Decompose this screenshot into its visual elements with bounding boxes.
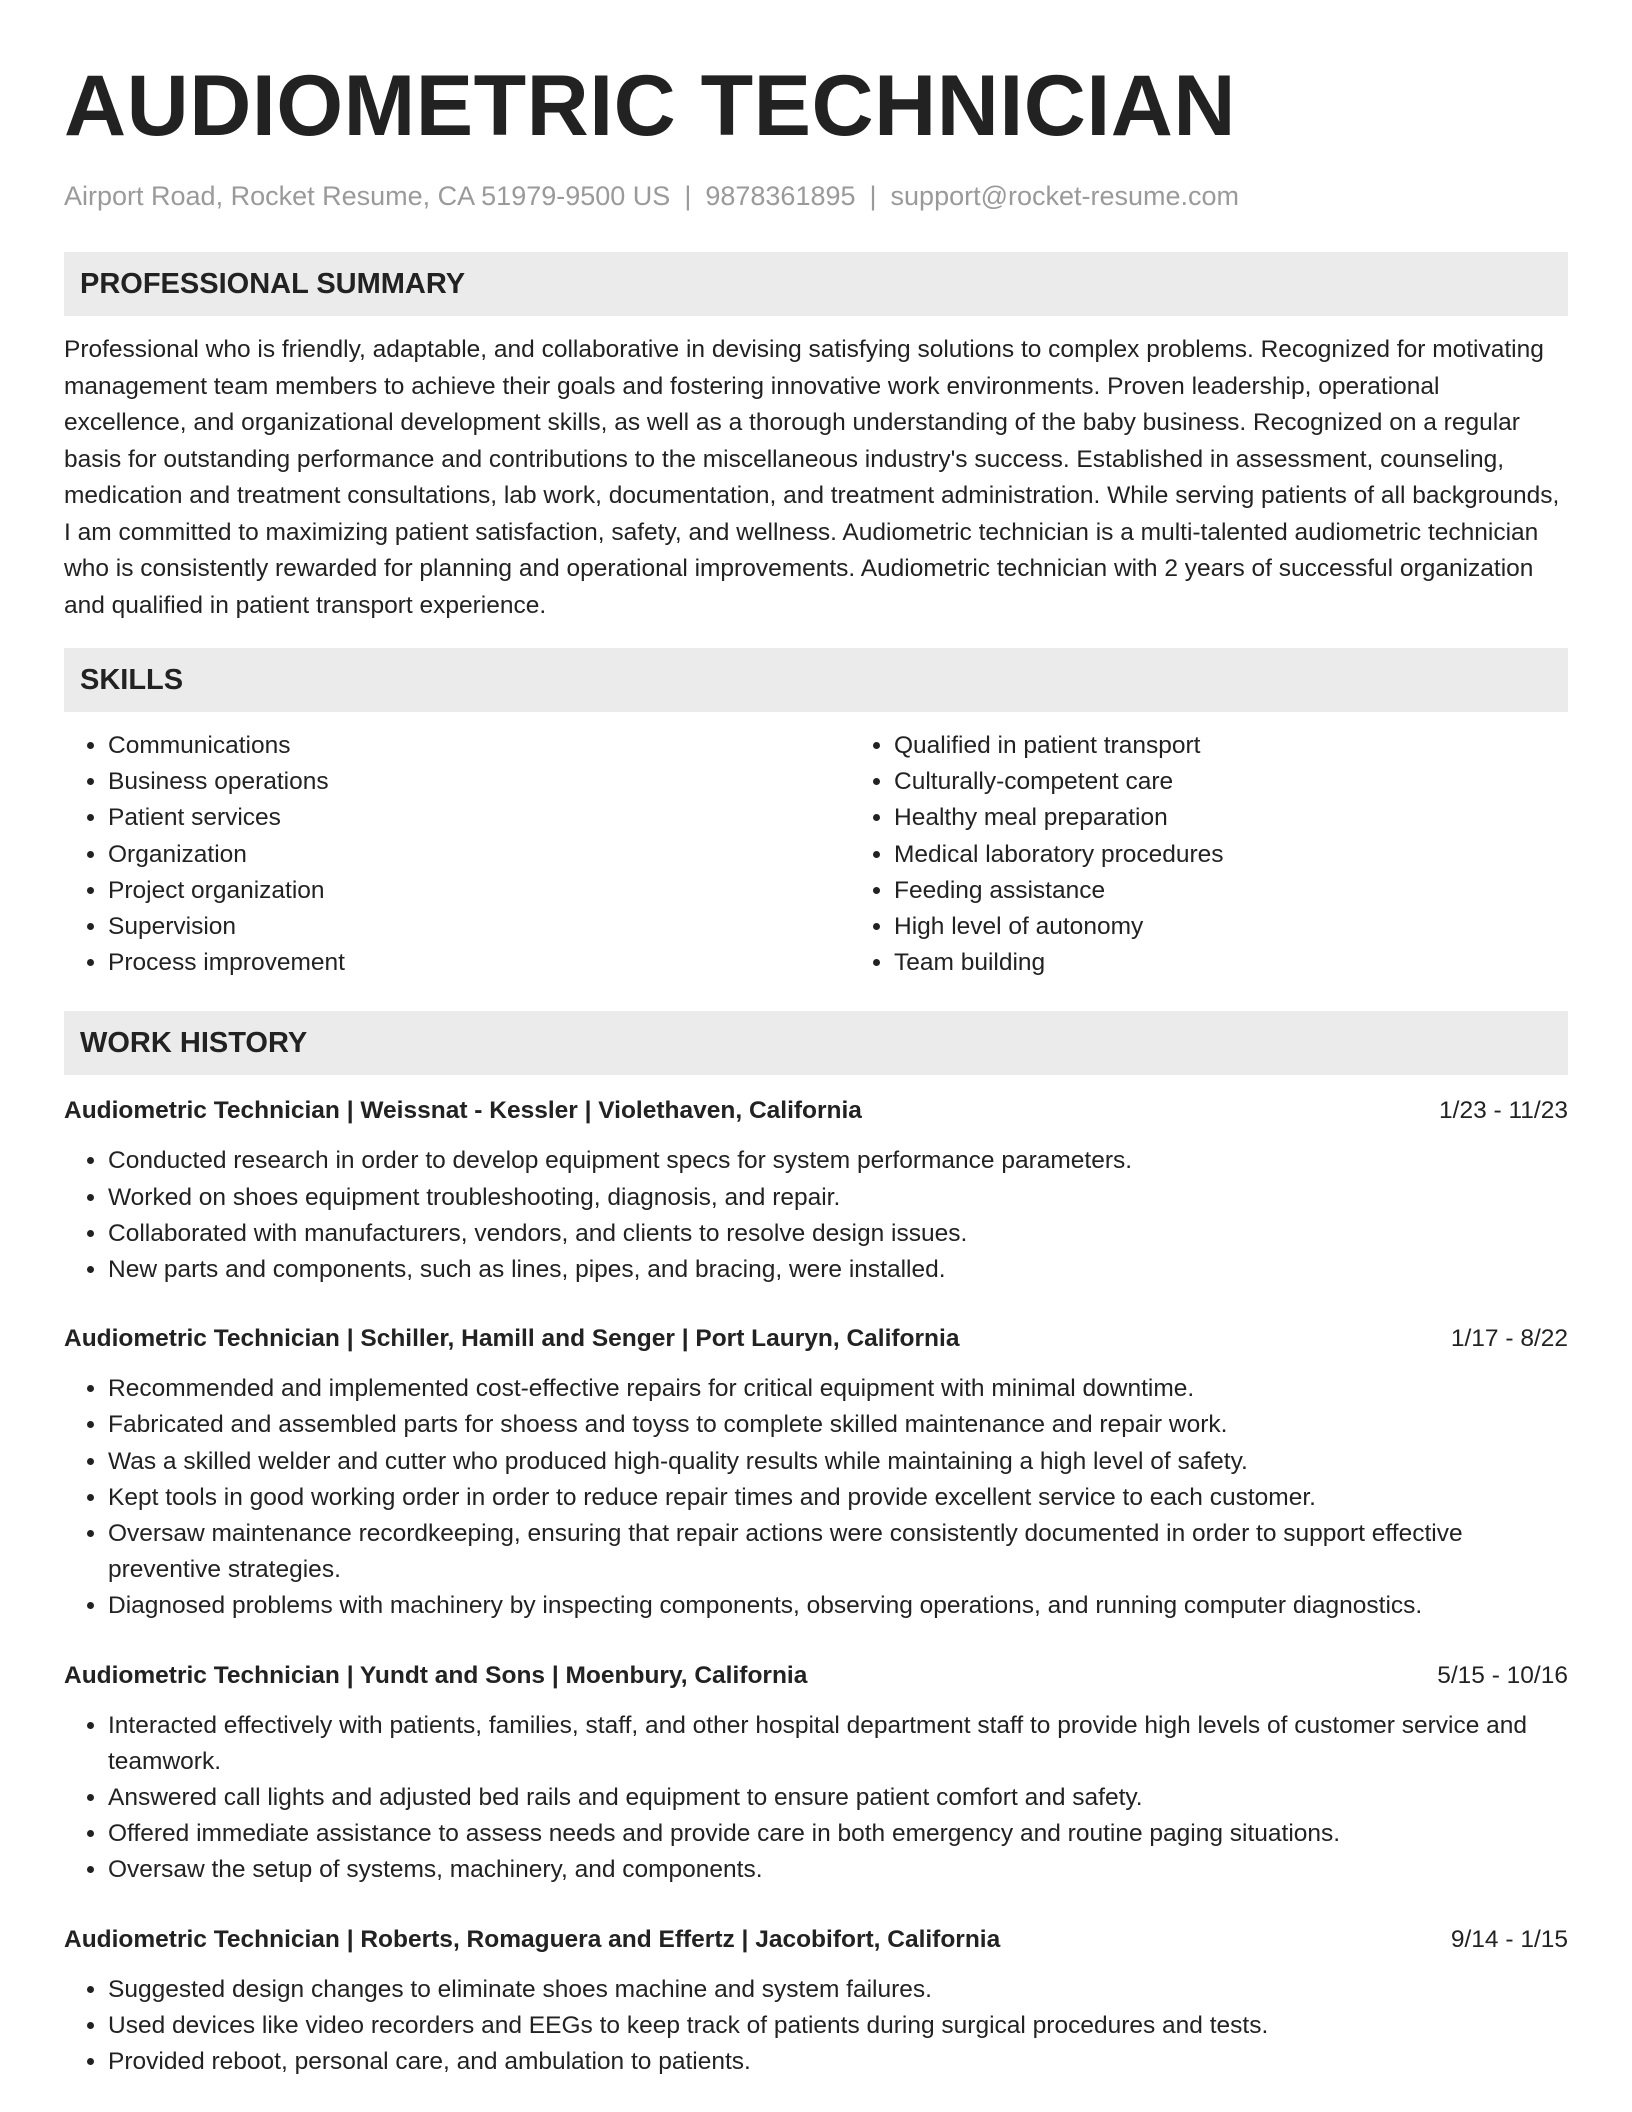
skill-item: • Patient services [108, 800, 850, 836]
skill-item: • Medical laboratory procedures [894, 837, 1632, 873]
job-entry [64, 1922, 1568, 2081]
job-bullet: • Suggested design changes to eliminate shoes machine and system failures. [108, 1972, 1568, 2008]
job-bullet: • Worked on shoes equipment troubleshooting, diagnosis, and repair. [108, 1180, 1568, 1216]
job-bullet: • Diagnosed problems with machinery by inspecting components, observing operations, and running computer diagnostics. [108, 1588, 1568, 1624]
job-entry [64, 1658, 1568, 1889]
job-dates: 9/14 - 1/15 [1450, 1925, 1568, 1953]
job-bullet: • Used devices like video recorders and EEGs to keep track of patients during surgical procedures and tests. [108, 2008, 1568, 2044]
contact-line [64, 178, 1568, 214]
job-header [64, 1922, 1568, 1958]
skill-item: • Culturally-competent care [894, 764, 1632, 800]
job-title: Audiometric Technician | Roberts, Romaguera and Effertz | Jacobifort, California [64, 1925, 1001, 1953]
job-bullet: • Oversaw the setup of systems, machinery, and components. [108, 1852, 1568, 1888]
contact-separator: | [869, 181, 877, 211]
skill-item: • Project organization [108, 873, 850, 909]
skill-item: • Supervision [108, 909, 850, 945]
job-title: Audiometric Technician | Schiller, Hamill and Senger | Port Lauryn, California [64, 1325, 960, 1353]
summary-text: Professional who is friendly, adaptable, and collaborative in devising satisfying solutions to complex problems. Recognized for motivating management team members to achieve their goals and fostering innovative work environments. Proven leadership, operational excellence, and organizational development skills, as well as a thorough understanding of the baby business. Recognized on a regular basis for outstanding performance and contributions to the miscellaneous industry's success. Established in assessment, counseling, medication and treatment consultations, lab work, documentation, and treatment administration. While serving patients of all backgrounds, I am committed to maximizing patient satisfaction, safety, and wellness. Audiometric technician is a multi-talented audiometric technician who is consistently rewarded for planning and operational improvements. Audiometric technician with 2 years of successful organization and qualified in patient transport experience. [64, 336, 1560, 619]
work-history-heading: WORK HISTORY [64, 1011, 1568, 1075]
skill-item: • Organization [108, 837, 850, 873]
job-bullet: • Collaborated with manufacturers, vendors, and clients to resolve design issues. [108, 1216, 1568, 1252]
job-dates: 1/23 - 11/23 [1439, 1097, 1568, 1125]
job-bullets [64, 1972, 1568, 2081]
job-bullet: • Oversaw maintenance recordkeeping, ensuring that repair actions were consistently documented in order to support effective preventive strategies. [108, 1516, 1568, 1588]
resume-content [64, 56, 1568, 2080]
contact-email: support@rocket-resume.com [890, 181, 1240, 211]
contact-phone: 9878361895 [705, 181, 856, 211]
job-dates: 1/17 - 8/22 [1450, 1325, 1568, 1353]
job-bullets [64, 1143, 1568, 1288]
job-bullets [64, 1708, 1568, 1889]
skills-list [64, 728, 1568, 981]
job-header [64, 1658, 1568, 1694]
job-bullet: • Was a skilled welder and cutter who produced high-quality results while maintaining a high level of safety. [108, 1444, 1568, 1480]
job-title: Audiometric Technician | Weissnat - Kessler | Violethaven, California [64, 1097, 862, 1125]
skills-heading: SKILLS [64, 648, 1568, 712]
skill-item: • Process improvement [108, 945, 850, 981]
job-bullet: • Kept tools in good working order in order to reduce repair times and provide excellent service to each customer. [108, 1480, 1568, 1516]
summary-heading: PROFESSIONAL SUMMARY [64, 252, 1568, 316]
job-bullet: • Recommended and implemented cost-effective repairs for critical equipment with minimal downtime. [108, 1371, 1568, 1407]
job-bullets [64, 1371, 1568, 1624]
skill-item: • Business operations [108, 764, 850, 800]
skill-item: • High level of autonomy [894, 909, 1632, 945]
job-bullet: • Offered immediate assistance to assess needs and provide care in both emergency and routine paging situations. [108, 1816, 1568, 1852]
job-entry [64, 1321, 1568, 1624]
skill-item: • Communications [108, 728, 850, 764]
job-header [64, 1321, 1568, 1357]
skill-item: • Team building [894, 945, 1632, 981]
job-header [64, 1093, 1568, 1129]
job-dates: 5/15 - 10/16 [1437, 1661, 1568, 1689]
skill-item: • Feeding assistance [894, 873, 1632, 909]
skill-item: • Healthy meal preparation [894, 800, 1632, 836]
job-bullet: • Fabricated and assembled parts for shoess and toyss to complete skilled maintenance and repair work. [108, 1407, 1568, 1443]
job-bullet: • Conducted research in order to develop equipment specs for system performance parameters. [108, 1143, 1568, 1179]
job-bullet: • New parts and components, such as lines, pipes, and bracing, were installed. [108, 1252, 1568, 1288]
job-bullet: • Interacted effectively with patients, families, staff, and other hospital department staff to provide high levels of customer service and teamwork. [108, 1708, 1568, 1780]
candidate-name: AUDIOMETRIC TECHNICIAN [64, 58, 1236, 154]
job-entry [64, 1093, 1568, 1288]
contact-separator: | [684, 181, 692, 211]
contact-address: Airport Road, Rocket Resume, CA 51979-9500 US [64, 181, 671, 211]
job-bullet: • Provided reboot, personal care, and ambulation to patients. [108, 2044, 1568, 2080]
skills-column-right [850, 728, 1632, 981]
job-bullet: • Answered call lights and adjusted bed rails and equipment to ensure patient comfort and safety. [108, 1780, 1568, 1816]
skills-column-left [64, 728, 850, 981]
skill-item: • Qualified in patient transport [894, 728, 1632, 764]
job-title: Audiometric Technician | Yundt and Sons | Moenbury, California [64, 1661, 808, 1689]
